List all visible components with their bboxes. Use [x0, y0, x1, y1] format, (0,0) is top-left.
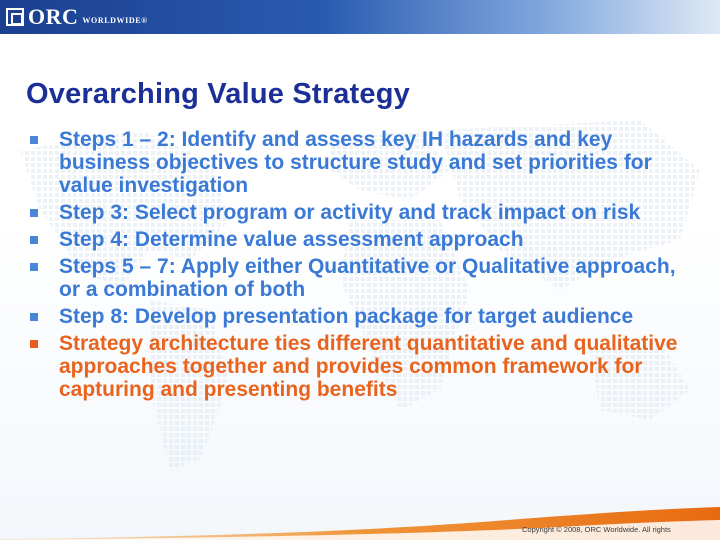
- bullet-list: [30, 128, 698, 405]
- logo-subtitle: WORLDWIDE®: [82, 15, 148, 25]
- bullet-item: [30, 201, 698, 224]
- bullet-item: [30, 228, 698, 251]
- bullet-item-highlight: [30, 332, 698, 401]
- footer-swoosh: [0, 505, 720, 540]
- orc-logo: [6, 5, 148, 29]
- logo-name: ORC: [28, 4, 79, 29]
- square-bullet-icon: [30, 136, 38, 144]
- square-bullet-icon: [30, 340, 38, 348]
- header-bar: [0, 0, 720, 34]
- bullet-item: [30, 305, 698, 328]
- bullet-text: Steps 1 – 2: Identify and assess key IH hazards and key business objectives to structure study and set priorities for value investigation: [59, 128, 652, 197]
- slide-title: Overarching Value Strategy: [26, 78, 410, 110]
- orc-logo-icon: [6, 8, 24, 26]
- bullet-text: Step 3: Select program or activity and track impact on risk: [59, 201, 641, 224]
- bullet-text: Step 8: Develop presentation package for target audience: [59, 305, 634, 328]
- copyright-notice: Copyright © 2008, ORC Worldwide. All rights: [522, 525, 671, 534]
- bullet-text: Step 4: Determine value assessment approach: [59, 228, 524, 251]
- square-bullet-icon: [30, 263, 38, 271]
- square-bullet-icon: [30, 209, 38, 217]
- square-bullet-icon: [30, 236, 38, 244]
- square-bullet-icon: [30, 313, 38, 321]
- bullet-text: Steps 5 – 7: Apply either Quantitative or Qualitative approach, or a combination of both: [59, 255, 676, 301]
- bullet-item: [30, 128, 698, 197]
- bullet-item: [30, 255, 698, 301]
- bullet-text: Strategy architecture ties different quantitative and qualitative approaches together and provides common framework for capturing and presenting benefits: [59, 332, 678, 401]
